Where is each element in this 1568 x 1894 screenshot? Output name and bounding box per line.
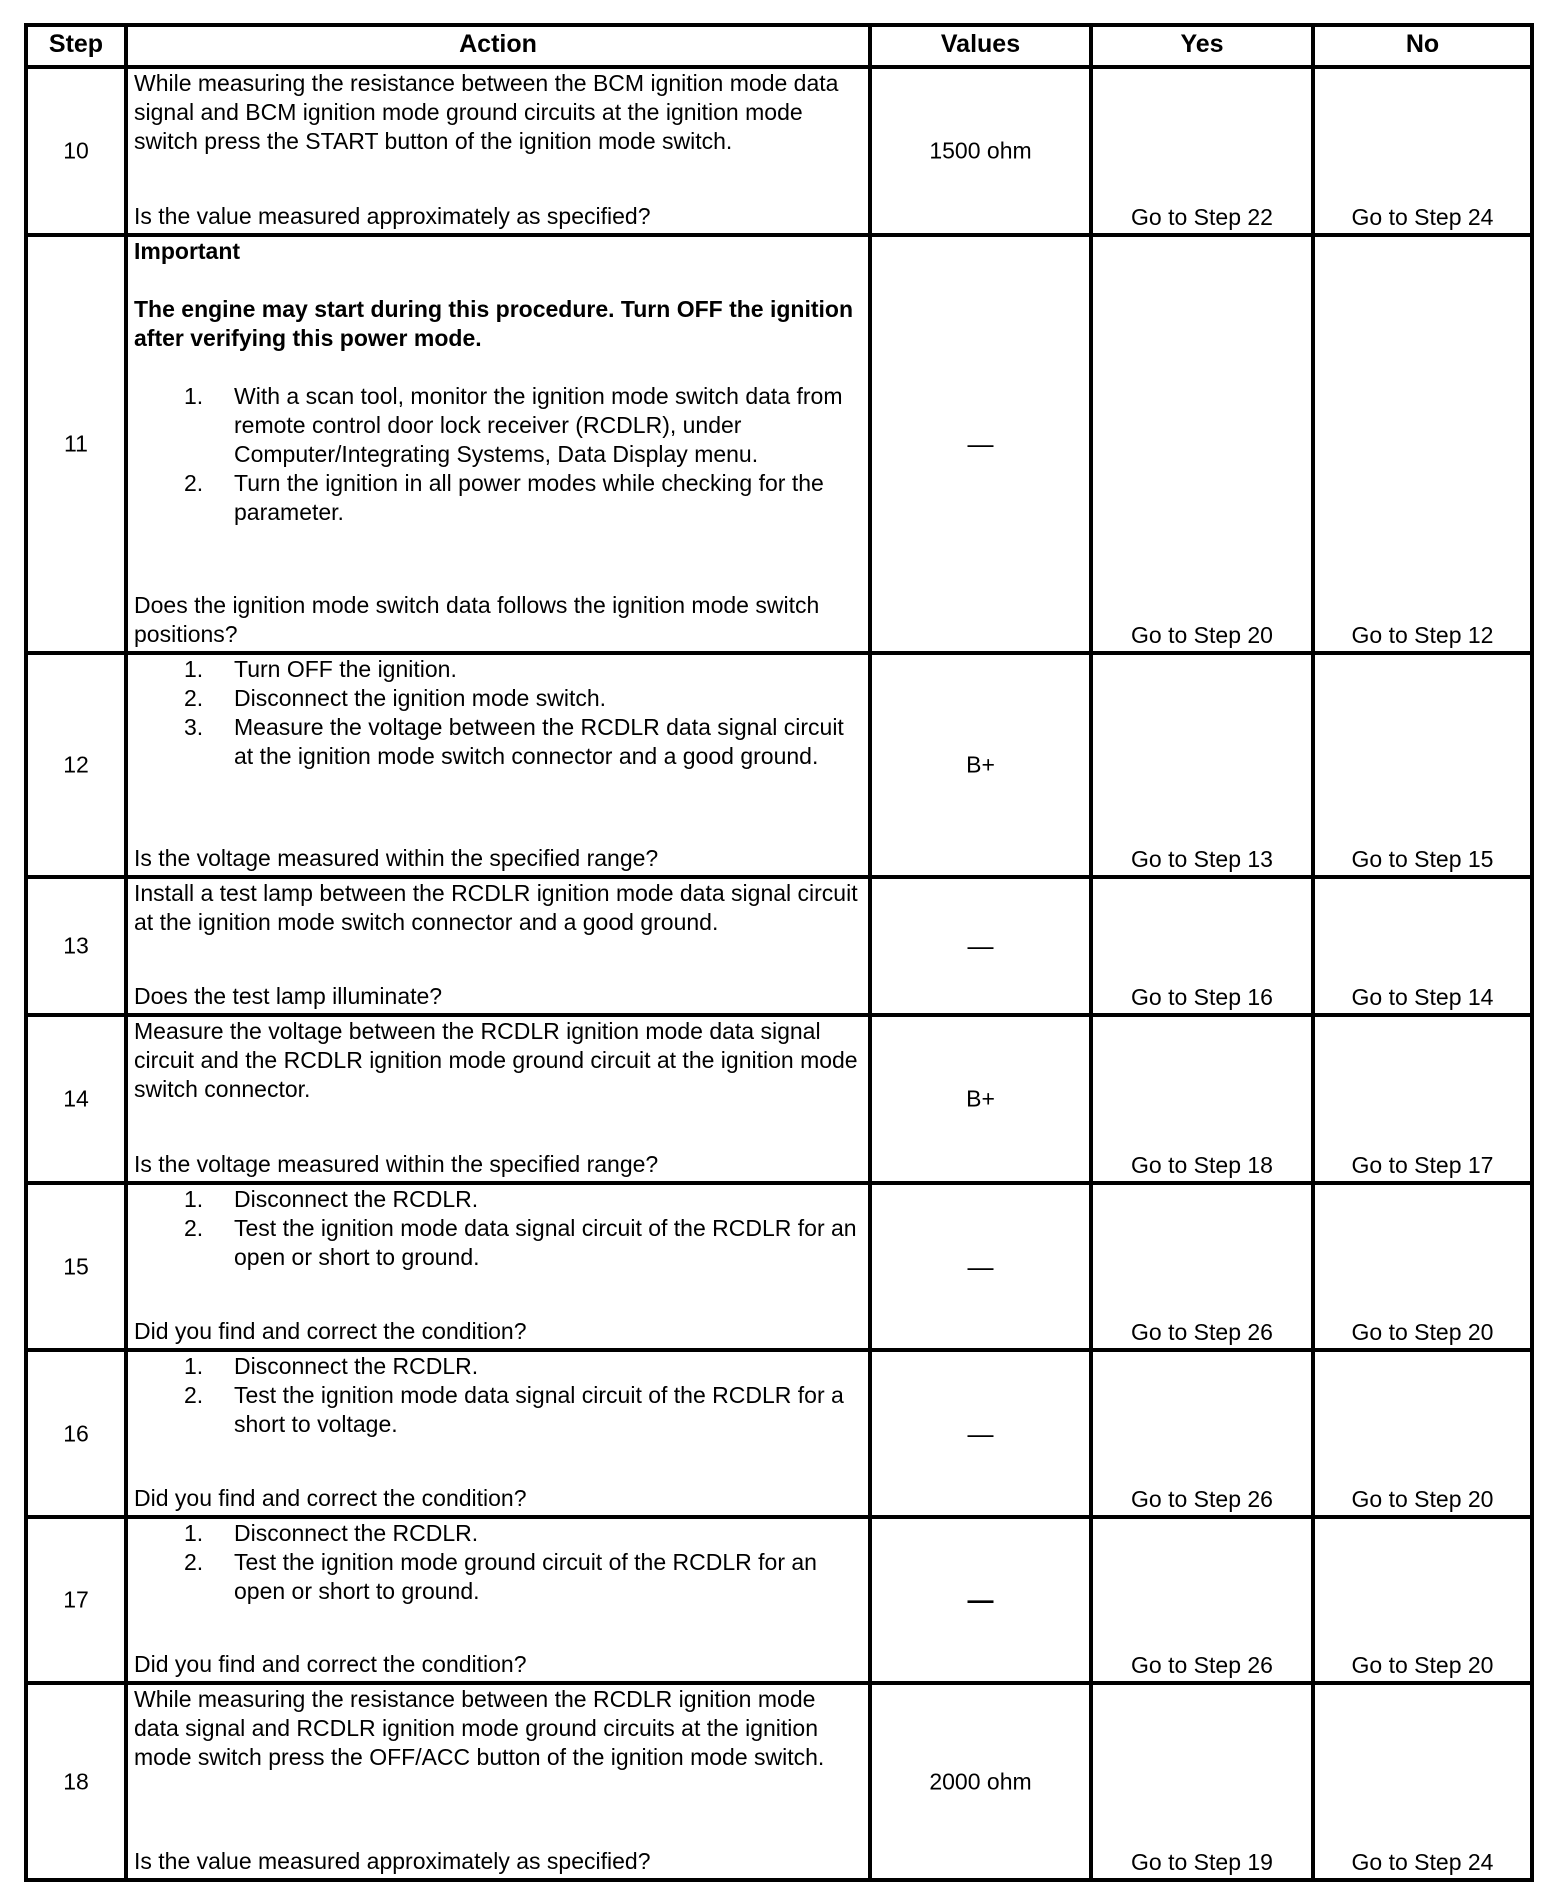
header-yes: Yes xyxy=(1089,23,1311,65)
table-row xyxy=(24,875,1534,1013)
list-item: 3. Measure the voltage between the RCDLR data signal circuit at the ignition mode switch connector and a good ground. xyxy=(184,714,844,769)
step-number: 15 xyxy=(63,1253,89,1279)
list-item: 2. Test the ignition mode ground circuit of the RCDLR for an open or short to ground. xyxy=(184,1549,817,1604)
list-item: 2. Disconnect the ignition mode switch. xyxy=(184,685,607,711)
warning-text: The engine may start during this procedure. Turn OFF the ignition after verifying this power mode. xyxy=(134,296,853,351)
step-number: 18 xyxy=(63,1768,89,1794)
header-values: Values xyxy=(868,23,1089,65)
no-goto: Go to Step 20 xyxy=(1351,1652,1494,1678)
action-question: Does the test lamp illuminate? xyxy=(134,983,443,1009)
step-number: 17 xyxy=(63,1586,89,1613)
table-row xyxy=(24,1515,1534,1681)
yes-goto: Go to Step 13 xyxy=(1131,846,1273,872)
value: B+ xyxy=(966,1085,995,1112)
no-goto: Go to Step 24 xyxy=(1351,204,1494,230)
yes-goto: Go to Step 22 xyxy=(1131,204,1273,230)
value: — xyxy=(967,930,994,961)
table-row xyxy=(24,1348,1534,1515)
list-item: 2. Turn the ignition in all power modes while checking for the parameter. xyxy=(184,470,824,525)
table-header xyxy=(24,23,1534,65)
no-goto: Go to Step 17 xyxy=(1351,1152,1494,1178)
diagnostic-table xyxy=(24,23,1534,1882)
step-list xyxy=(134,1519,864,1606)
list-item: 1. Disconnect the RCDLR. xyxy=(184,1186,479,1212)
step-list xyxy=(134,655,864,771)
action-question: Did you find and correct the condition? xyxy=(134,1651,527,1677)
value: — xyxy=(967,1418,994,1448)
no-goto: Go to Step 20 xyxy=(1351,1319,1494,1345)
table-row xyxy=(24,1681,1534,1882)
value: 1500 ohm xyxy=(929,137,1032,164)
action-question: Is the value measured approximately as specified? xyxy=(134,1848,651,1874)
table-row xyxy=(24,1013,1534,1181)
action-question: Is the voltage measured within the specified range? xyxy=(134,845,659,871)
action-question: Does the ignition mode switch data follows the ignition mode switch positions? xyxy=(134,592,820,647)
step-number: 10 xyxy=(63,137,89,164)
step-number: 11 xyxy=(64,430,88,457)
value: — xyxy=(967,428,994,459)
table-row xyxy=(24,233,1534,651)
no-goto: Go to Step 15 xyxy=(1351,846,1494,872)
step-list xyxy=(134,1185,864,1272)
step-number: 16 xyxy=(63,1420,89,1446)
value: 2000 ohm xyxy=(929,1768,1032,1794)
action-text: While measuring the resistance between the BCM ignition mode data signal and BCM ignition mode ground circuits at the ignition mode switch press the START button of the ignition mode switch. xyxy=(134,70,839,154)
action-text: Install a test lamp between the RCDLR ignition mode data signal circuit at the ignition mode switch connector and a good ground. xyxy=(134,880,858,935)
list-item: 2. Test the ignition mode data signal circuit of the RCDLR for a short to voltage. xyxy=(184,1382,844,1437)
action-text: While measuring the resistance between the RCDLR ignition mode data signal and RCDLR ignition mode ground circuits at the ignition mode switch press the OFF/ACC button of the ignition mode switch. xyxy=(134,1686,825,1770)
list-item: 1. Turn OFF the ignition. xyxy=(184,656,457,682)
value: B+ xyxy=(966,751,995,778)
yes-goto: Go to Step 26 xyxy=(1131,1319,1273,1345)
action-question: Is the value measured approximately as specified? xyxy=(134,203,651,229)
step-number: 14 xyxy=(63,1085,89,1112)
value: — xyxy=(967,1584,994,1615)
step-number: 12 xyxy=(63,751,89,778)
value: — xyxy=(967,1251,994,1281)
yes-goto: Go to Step 16 xyxy=(1131,984,1273,1010)
action-text: Measure the voltage between the RCDLR ignition mode data signal circuit and the RCDLR ignition mode ground circuit at the ignition mode switch connector. xyxy=(134,1018,858,1102)
list-item: 1. With a scan tool, monitor the ignition mode switch data from remote control door lock receiver (RCDLR), under Computer/Integrating Systems, Data Display menu. xyxy=(184,383,843,467)
yes-goto: Go to Step 26 xyxy=(1131,1652,1273,1678)
important-heading: Important xyxy=(134,238,241,264)
yes-goto: Go to Step 26 xyxy=(1131,1486,1273,1512)
action-question: Is the voltage measured within the specified range? xyxy=(134,1151,659,1177)
header-action: Action xyxy=(124,23,868,65)
action-question: Did you find and correct the condition? xyxy=(134,1318,527,1344)
yes-goto: Go to Step 18 xyxy=(1131,1152,1273,1178)
step-list xyxy=(134,382,864,527)
yes-goto: Go to Step 20 xyxy=(1131,622,1273,648)
step-number: 13 xyxy=(63,932,89,959)
list-item: 1. Disconnect the RCDLR. xyxy=(184,1353,479,1379)
table-row xyxy=(24,1181,1534,1348)
yes-goto: Go to Step 19 xyxy=(1131,1849,1273,1875)
header-step: Step xyxy=(24,23,124,65)
list-item: 2. Test the ignition mode data signal circuit of the RCDLR for an open or short to ground. xyxy=(184,1215,857,1270)
action-question: Did you find and correct the condition? xyxy=(134,1485,527,1511)
step-list xyxy=(134,1352,864,1439)
no-goto: Go to Step 14 xyxy=(1351,984,1494,1010)
no-goto: Go to Step 20 xyxy=(1351,1486,1494,1512)
no-goto: Go to Step 24 xyxy=(1351,1849,1494,1875)
table-row xyxy=(24,651,1534,875)
no-goto: Go to Step 12 xyxy=(1351,622,1494,648)
table-row xyxy=(24,65,1534,233)
header-no: No xyxy=(1311,23,1534,65)
list-item: 1. Disconnect the RCDLR. xyxy=(184,1520,479,1546)
